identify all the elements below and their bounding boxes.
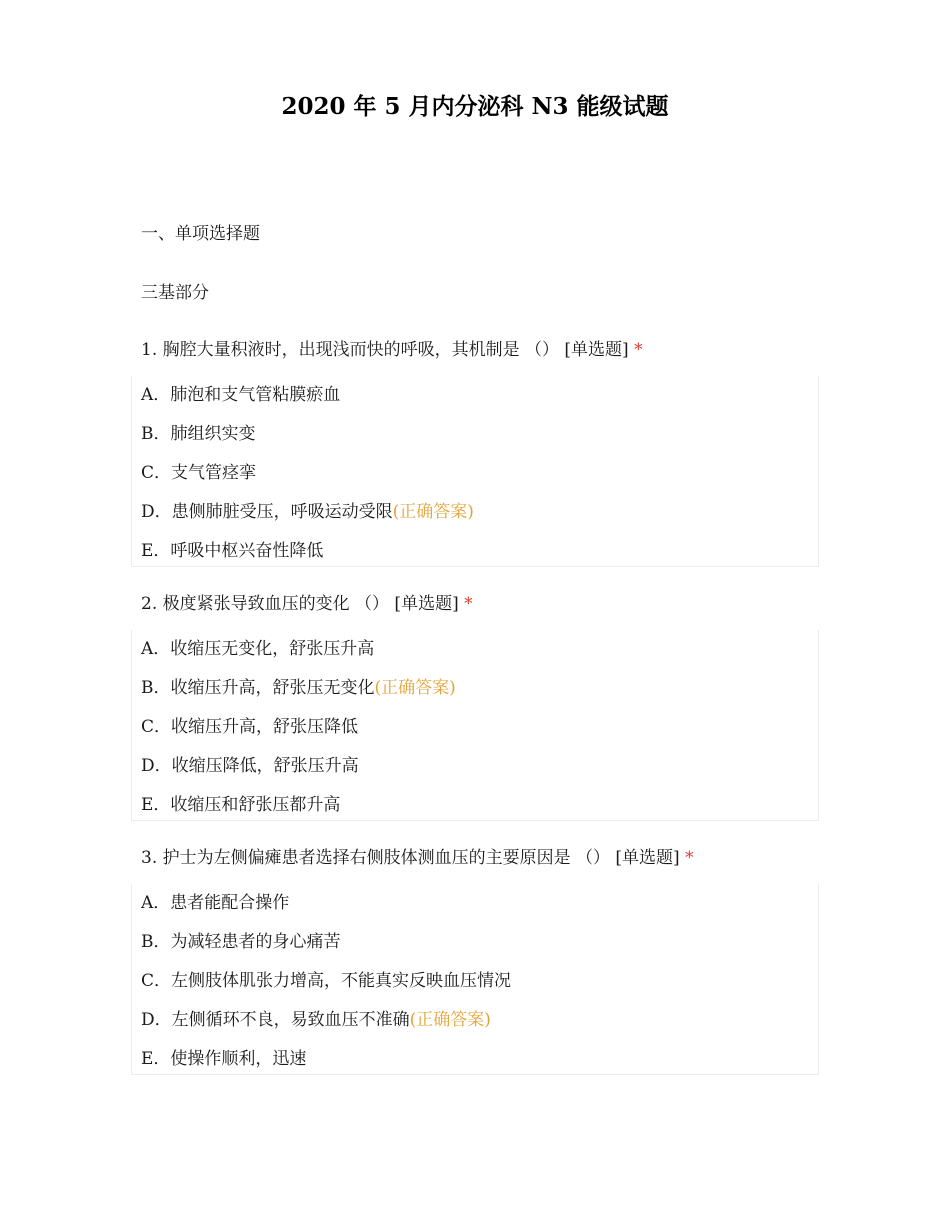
option-text: B．收缩压升高，舒张压无变化	[141, 678, 375, 698]
option-text: E．使操作顺利，迅速	[141, 1049, 307, 1069]
correct-answer-mark: (正确答案)	[392, 502, 474, 522]
option-text: C．支气管痉挛	[141, 463, 257, 483]
option-text: D．患侧肺脏受压，呼吸运动受限	[141, 502, 393, 522]
option-a	[132, 380, 818, 419]
option-e	[132, 1044, 818, 1083]
option-a	[132, 634, 818, 673]
option-text: C．收缩压升高，舒张压降低	[141, 717, 359, 737]
question-3	[131, 845, 819, 1075]
option-b	[132, 673, 818, 712]
option-text: E．收缩压和舒张压都升高	[141, 795, 341, 815]
option-text: D．收缩压降低，舒张压升高	[141, 756, 359, 776]
option-text: C．左侧肢体肌张力增高，不能真实反映血压情况	[141, 971, 512, 991]
option-c	[132, 966, 818, 1005]
question-2	[131, 591, 819, 821]
question-stem	[131, 337, 819, 367]
option-text: E．呼吸中枢兴奋性降低	[141, 541, 324, 561]
question-stem	[131, 591, 819, 621]
option-a	[132, 888, 818, 927]
question-stem	[131, 845, 819, 875]
option-d	[132, 1005, 818, 1044]
option-text: A．肺泡和支气管粘膜瘀血	[141, 385, 341, 405]
page-title: 2020 年 5 月内分泌科 N3 能级试题	[281, 93, 669, 120]
question-1	[131, 337, 819, 567]
question-text: 1. 胸腔大量积液时，出现浅而快的呼吸，其机制是 （） [单选题]	[141, 340, 629, 360]
option-c	[132, 458, 818, 497]
correct-answer-mark: (正确答案)	[374, 678, 456, 698]
option-text: A．收缩压无变化，舒张压升高	[141, 639, 375, 659]
correct-answer-mark: (正确答案)	[409, 1010, 491, 1030]
question-text: 3. 护士为左侧偏瘫患者选择右侧肢体测血压的主要原因是 （） [单选题]	[141, 848, 680, 868]
options-list	[131, 376, 819, 567]
options-list	[131, 630, 819, 821]
option-text: A．患者能配合操作	[141, 893, 290, 913]
section-heading-part: 三基部分	[141, 283, 209, 303]
question-text: 2. 极度紧张导致血压的变化 （） [单选题]	[141, 594, 459, 614]
option-b	[132, 419, 818, 458]
option-b	[132, 927, 818, 966]
option-e	[132, 790, 818, 829]
option-c	[132, 712, 818, 751]
section-heading-type: 一、单项选择题	[141, 224, 260, 244]
option-e	[132, 536, 818, 575]
required-mark: *	[685, 848, 694, 868]
option-d	[132, 497, 818, 536]
option-d	[132, 751, 818, 790]
option-text: D．左侧循环不良，易致血压不准确	[141, 1010, 410, 1030]
required-mark: *	[464, 594, 473, 614]
options-list	[131, 884, 819, 1075]
option-text: B．为减轻患者的身心痛苦	[141, 932, 341, 952]
required-mark: *	[634, 340, 643, 360]
option-text: B．肺组织实变	[141, 424, 256, 444]
